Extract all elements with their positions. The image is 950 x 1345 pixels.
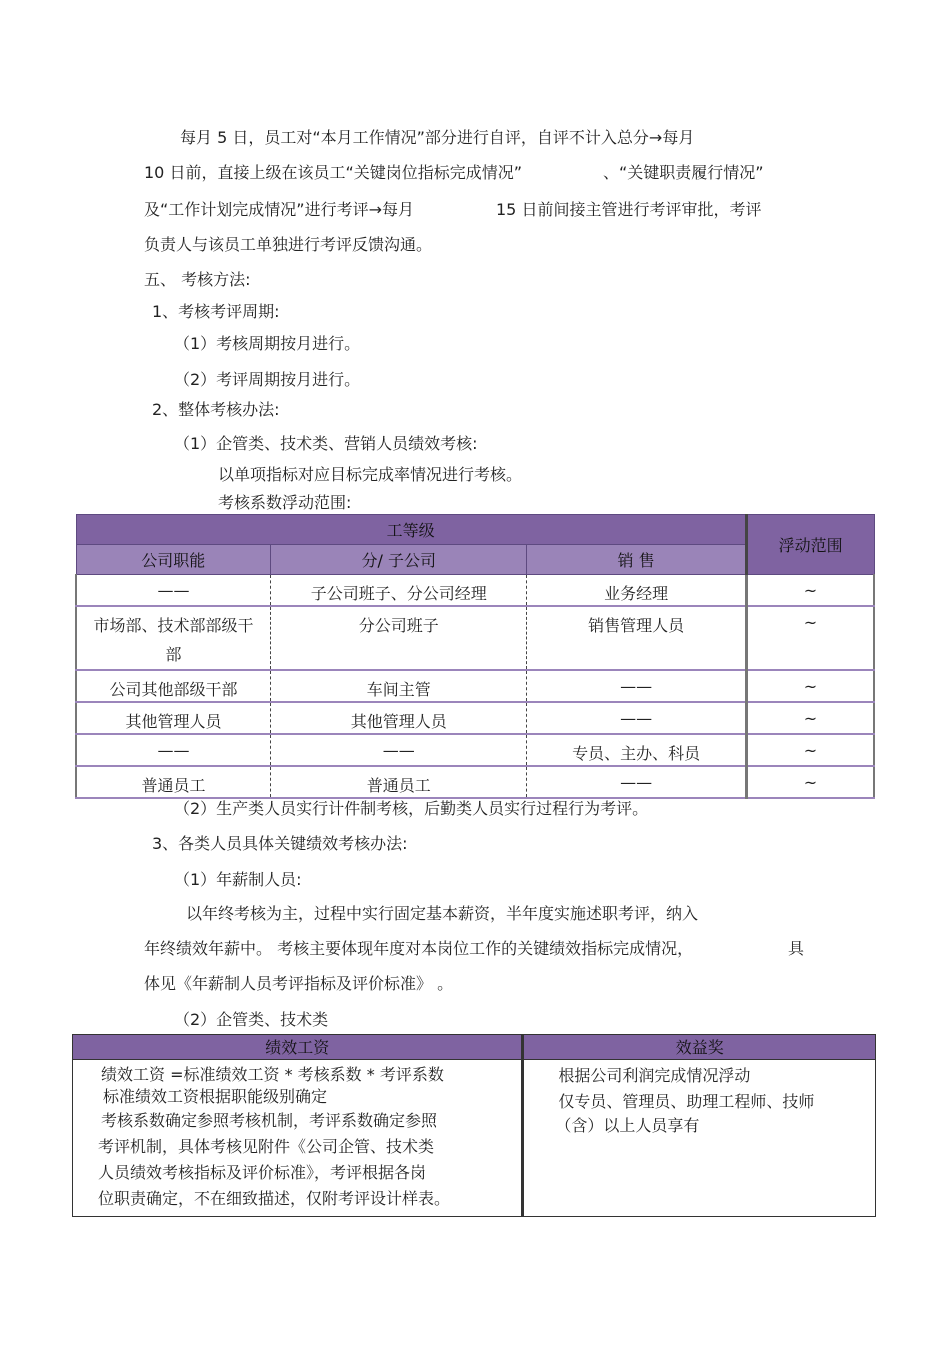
table-row bbox=[76, 670, 874, 702]
header-col-branch: 分/ 子公司 bbox=[271, 545, 527, 575]
table-cell: —— bbox=[271, 734, 527, 766]
section-title: 五、 考核方法: bbox=[144, 270, 251, 289]
salary-table bbox=[72, 1034, 876, 1217]
header-col-function: 公司职能 bbox=[76, 545, 271, 575]
header-float-range: 浮动范围 bbox=[746, 515, 874, 575]
table-cell: 车间主管 bbox=[271, 670, 527, 702]
table-cell: 业务经理 bbox=[527, 575, 746, 607]
text-line: 标准绩效工资根据职能级别确定 bbox=[103, 1087, 328, 1106]
table-cell: 子公司班子、分公司经理 bbox=[271, 575, 527, 607]
table-row bbox=[76, 734, 874, 766]
item-3-1: （1）年薪制人员: bbox=[174, 870, 302, 889]
text-line: 人员绩效考核指标及评价标准》，考评根据各岗 bbox=[98, 1163, 427, 1182]
table-cell: ~ bbox=[746, 670, 874, 702]
table-cell: 普通员工 bbox=[76, 766, 271, 798]
text-line: 绩效工资 =标准绩效工资 * 考核系数 * 考评系数 bbox=[101, 1065, 444, 1084]
item-3-1-para-1: 以年终考核为主，过程中实行固定基本薪资，半年度实施述职考评，纳入 bbox=[186, 904, 699, 923]
item-3-1-para-2b: 具 bbox=[788, 939, 805, 958]
table-cell: 普通员工 bbox=[271, 766, 527, 798]
table-cell: 销售管理人员 bbox=[527, 606, 746, 670]
para-line-2a: 10 日前，直接上级在该员工“关键岗位指标完成情况” bbox=[144, 163, 523, 182]
performance-pay-cell bbox=[73, 1060, 523, 1217]
table-cell: 公司其他部级干部 bbox=[76, 670, 271, 702]
table-cell: ~ bbox=[746, 606, 874, 670]
text-line: （含）以上人员享有 bbox=[555, 1116, 700, 1135]
item-2-1b: 考核系数浮动范围: bbox=[218, 493, 352, 512]
item-1-1: （1）考核周期按月进行。 bbox=[174, 334, 361, 353]
table-cell: 其他管理人员 bbox=[76, 702, 271, 734]
para-line-4: 负责人与该员工单独进行考评反馈沟通。 bbox=[144, 235, 433, 254]
table-row bbox=[76, 606, 874, 670]
table-cell: —— bbox=[527, 766, 746, 798]
table-cell: ~ bbox=[746, 766, 874, 798]
para-line-3a: 及“工作计划完成情况”进行考评→每月 bbox=[144, 200, 414, 219]
item-3-1-para-3: 体见《年薪制人员考评指标及评价标准》 。 bbox=[144, 974, 454, 993]
table-cell: —— bbox=[527, 702, 746, 734]
header-performance-pay: 绩效工资 bbox=[73, 1035, 523, 1060]
header-bonus: 效益奖 bbox=[523, 1035, 876, 1060]
item-2: 2、整体考核办法: bbox=[152, 400, 280, 419]
item-2-2: （2）生产类人员实行计件制考核，后勤类人员实行过程行为考评。 bbox=[174, 799, 649, 818]
table-row bbox=[76, 575, 874, 607]
table-cell: ~ bbox=[746, 734, 874, 766]
header-col-sales: 销 售 bbox=[527, 545, 746, 575]
item-3: 3、各类人员具体关键绩效考核办法: bbox=[152, 834, 408, 853]
table-cell: 市场部、技术部部级干部 bbox=[76, 606, 271, 670]
table-cell: 专员、主办、科员 bbox=[527, 734, 746, 766]
table-cell: —— bbox=[76, 734, 271, 766]
item-1: 1、考核考评周期: bbox=[152, 302, 280, 321]
table-cell: 其他管理人员 bbox=[271, 702, 527, 734]
table-row bbox=[76, 702, 874, 734]
text-line: 考评机制，具体考核见附件《公司企管、技术类 bbox=[98, 1137, 435, 1156]
text-line: 根据公司利润完成情况浮动 bbox=[558, 1066, 751, 1085]
item-1-2: （2）考评周期按月进行。 bbox=[174, 370, 361, 389]
table-cell: 分公司班子 bbox=[271, 606, 527, 670]
table-cell: —— bbox=[76, 575, 271, 607]
item-3-1-para-2a: 年终绩效年薪中。 考核主要体现年度对本岗位工作的关键绩效指标完成情况， bbox=[144, 939, 694, 958]
table-cell: ~ bbox=[746, 702, 874, 734]
item-2-1: （1）企管类、技术类、营销人员绩效考核: bbox=[174, 434, 478, 453]
item-3-2: （2）企管类、技术类 bbox=[174, 1010, 329, 1029]
text-line: 仅专员、管理员、助理工程师、技师 bbox=[558, 1092, 815, 1111]
table-cell: ~ bbox=[746, 575, 874, 607]
item-2-1a: 以单项指标对应目标完成率情况进行考核。 bbox=[218, 465, 523, 484]
para-line-2b: 、“关键职责履行情况” bbox=[603, 163, 764, 182]
para-line-1: 每月 5 日，员工对“本月工作情况”部分进行自评，自评不计入总分→每月 bbox=[180, 128, 695, 147]
para-line-3b: 15 日前间接主管进行考评审批，考评 bbox=[496, 200, 762, 219]
table-row bbox=[76, 766, 874, 798]
header-group: 工等级 bbox=[76, 515, 746, 545]
bonus-cell bbox=[523, 1060, 876, 1217]
coefficient-table bbox=[75, 514, 875, 799]
text-line: 考核系数确定参照考核机制，考评系数确定参照 bbox=[101, 1111, 438, 1130]
text-line: 位职责确定，不在细致描述，仅附考评设计样表。 bbox=[98, 1189, 451, 1208]
table-cell: —— bbox=[527, 670, 746, 702]
